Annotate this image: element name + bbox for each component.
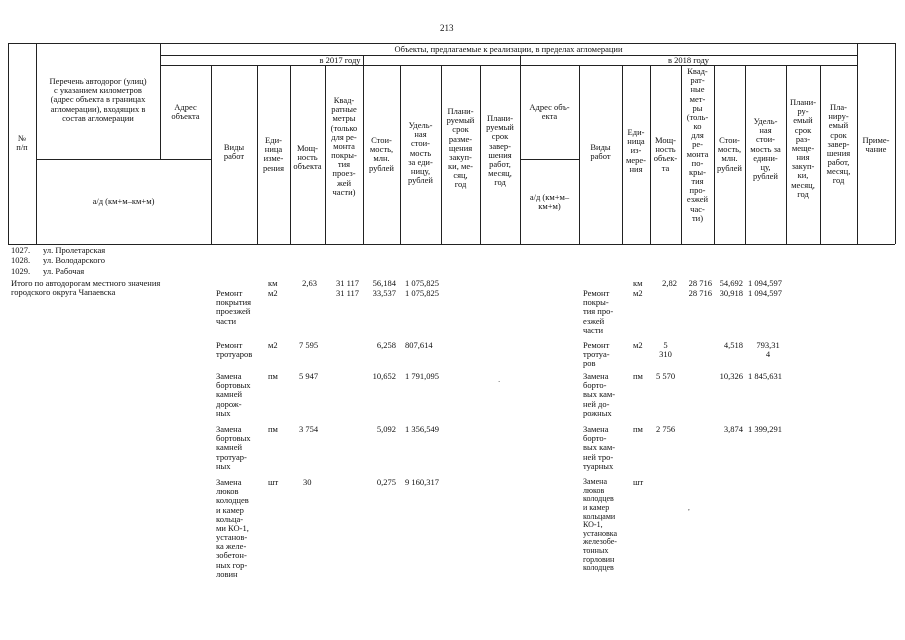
unit-cost-2017: 1 075,825 (405, 288, 439, 298)
summary-unit-2017: км (268, 278, 278, 288)
unit-2018: м2 (633, 340, 643, 350)
header-km-range-left: а/д (км+м–км+м) (92, 196, 155, 206)
header-capacity-2017: Мощ- ность объекта (293, 143, 322, 172)
work-type-2018: Ремонт покры- тия про- езжей части (583, 288, 614, 335)
capacity-2017: 30 (303, 477, 312, 487)
unit-cost-2018: 1 094,597 (748, 288, 782, 298)
header-unit-2017: Еди- ница изме- рения (262, 135, 285, 173)
header-work-type-2017: Виды работ (223, 142, 245, 162)
unit-2017: пм (268, 424, 278, 434)
street-name: ул. Рабочая (43, 266, 85, 276)
header-addr-2017: Адрес объекта (171, 102, 200, 122)
header-year-2018: в 2018 году (667, 55, 710, 65)
header-unit-cost-2018: Удель- ная стои- мость за едини- цу, рублей (750, 116, 781, 182)
header-list-roads: Перечень автодорог (улиц) с указанием километров (адрес объекта в границах агломерации), входящих в состав агломерации (49, 76, 147, 123)
work-type-2017: Замена бортовых камней дорож- ных (216, 371, 251, 418)
cost-2017: 10,652 (372, 371, 396, 381)
header-rule-left-split (36, 159, 211, 160)
header-sqm-2017: Квад- ратные метры (только для ре- монта покры- тия проез- жей части) (330, 95, 358, 197)
header-year-2017: в 2017 году (319, 55, 361, 65)
header-plan-finish-2017: Плани- руемый срок завер- шения работ, месяц, год (486, 113, 514, 188)
capacity-2018: 5 310 (659, 340, 672, 360)
summary-capacity-2017: 2,63 (302, 278, 317, 288)
scan-mark: ` (498, 380, 501, 388)
work-type-2018: Замена борто- вых кам- ней тро- туарных (583, 424, 616, 471)
header-num: № п/п (16, 133, 28, 153)
capacity-2018: 5 570 (656, 371, 676, 381)
cost-2017: 6,258 (376, 340, 396, 350)
capacity-2017: 7 595 (299, 340, 319, 350)
sqm-2017: 31 117 (335, 288, 359, 298)
unit-cost-2018: 793,31 4 (756, 340, 780, 360)
header-addr-2018: Адрес объ- екта (529, 102, 570, 122)
summary-sqm-2018: 28 716 (688, 278, 712, 288)
unit-cost-2017: 1 356,549 (405, 424, 439, 434)
header-plan-finish-2018: Пла- ниру- емый срок завер- шения работ, месяц, год (826, 102, 851, 186)
work-type-2017: Замена люков колодцев и камер кольца- ми КО-1, установ- ка желе- зобетон- ных гор- ловин (216, 477, 249, 579)
unit-cost-2018: 1 399,291 (748, 424, 782, 434)
street-num: 1027. (11, 245, 31, 255)
header-unit-cost-2017: Удель- ная стои- мость за еди- ницу, рублей (408, 120, 433, 186)
unit-2018: м2 (633, 288, 643, 298)
summary-unit-cost-2017: 1 075,825 (405, 278, 439, 288)
unit-cost-2018: 1 845,631 (748, 371, 782, 381)
street-num: 1028. (11, 255, 31, 265)
cost-2018: 10,326 (719, 371, 743, 381)
street-name: ул. Пролетарская (43, 245, 106, 255)
unit-2017: м2 (268, 340, 278, 350)
unit-2018: пм (633, 424, 643, 434)
cost-2018: 3,874 (723, 424, 743, 434)
header-note: Приме- чание (862, 135, 890, 155)
unit-2017: м2 (268, 288, 278, 298)
capacity-2017: 3 754 (299, 424, 319, 434)
header-work-type-2018: Виды работ (590, 142, 611, 162)
sqm-2018: 28 716 (688, 288, 712, 298)
unit-cost-2017: 9 160,317 (405, 477, 439, 487)
header-unit-2018: Еди- ница из- мере- ния (625, 127, 646, 174)
unit-cost-2017: 807,614 (405, 340, 433, 350)
work-type-2018: Замена борто- вых кам- ней до- рожных (583, 371, 616, 418)
summary-cost-2017: 56,184 (372, 278, 396, 288)
cost-2017: 5,092 (376, 424, 396, 434)
cost-2017: 33,537 (372, 288, 396, 298)
cost-2017: 0,275 (376, 477, 396, 487)
total-label: Итого по автодорогам местного значения городского округа Чапаевска (11, 278, 161, 298)
header-rule-addr2018-split (520, 159, 579, 160)
header-sqm-2018: Квад- рат- ные мет- ры (толь- ко для ре- монта по- кры- тия про- езжей час- ти) (686, 66, 709, 223)
work-type-2017: Ремонт тротуаров (216, 340, 253, 360)
header-km-range-2018: а/д (км+м– км+м) (529, 192, 570, 212)
page-number: 213 (440, 23, 454, 33)
unit-2017: пм (268, 371, 278, 381)
vline-finish2017 (520, 55, 521, 244)
work-type-2017: Ремонт покрытия проезжей части (216, 288, 252, 326)
capacity-2018: 2 756 (656, 424, 676, 434)
street-name: ул. Володарского (43, 255, 106, 265)
unit-2017: шт (268, 477, 279, 487)
work-type-2018: Замена люков колодцев и камер кольцами КО-1, установка железобе- тонных горловин колодцев (583, 477, 618, 573)
unit-cost-2017: 1 791,095 (405, 371, 439, 381)
header-cost-2018: Стои- мость, млн. рублей (717, 135, 742, 173)
header-objects-title: Объекты, предлагаемые к реализации, в пределах агломерации (394, 44, 623, 54)
header-plan-purchase-2018: Плани- ру- емый срок раз- меще- ния закуп- ки, месяц, год (789, 97, 817, 199)
scan-mark: , (688, 504, 690, 512)
header-plan-purchase-2017: Плани- руемый срок разме- щения закуп- ки, ме- сяц, год (446, 106, 475, 190)
cost-2018: 4,518 (723, 340, 743, 350)
cost-2018: 30,918 (719, 288, 743, 298)
vline-right (895, 43, 896, 244)
header-bottom-border (8, 244, 895, 245)
unit-2018: пм (633, 371, 643, 381)
summary-unit-2018: км (633, 278, 643, 288)
capacity-2017: 5 947 (299, 371, 319, 381)
unit-2018: шт (633, 477, 644, 487)
street-num: 1029. (11, 266, 31, 276)
summary-unit-cost-2018: 1 094,597 (748, 278, 782, 288)
summary-sqm-2017: 31 117 (335, 278, 359, 288)
vline-num (36, 43, 37, 244)
work-type-2017: Замена бортовых камней тротуар- ных (216, 424, 251, 471)
header-capacity-2018: Мощ- ность объек- та (653, 135, 678, 173)
summary-capacity-2018: 2,82 (662, 278, 677, 288)
work-type-2018: Ремонт тротуа- ров (583, 340, 610, 369)
header-cost-2017: Стои- мость, млн. рублей (369, 135, 394, 173)
summary-cost-2018: 54,692 (719, 278, 743, 288)
